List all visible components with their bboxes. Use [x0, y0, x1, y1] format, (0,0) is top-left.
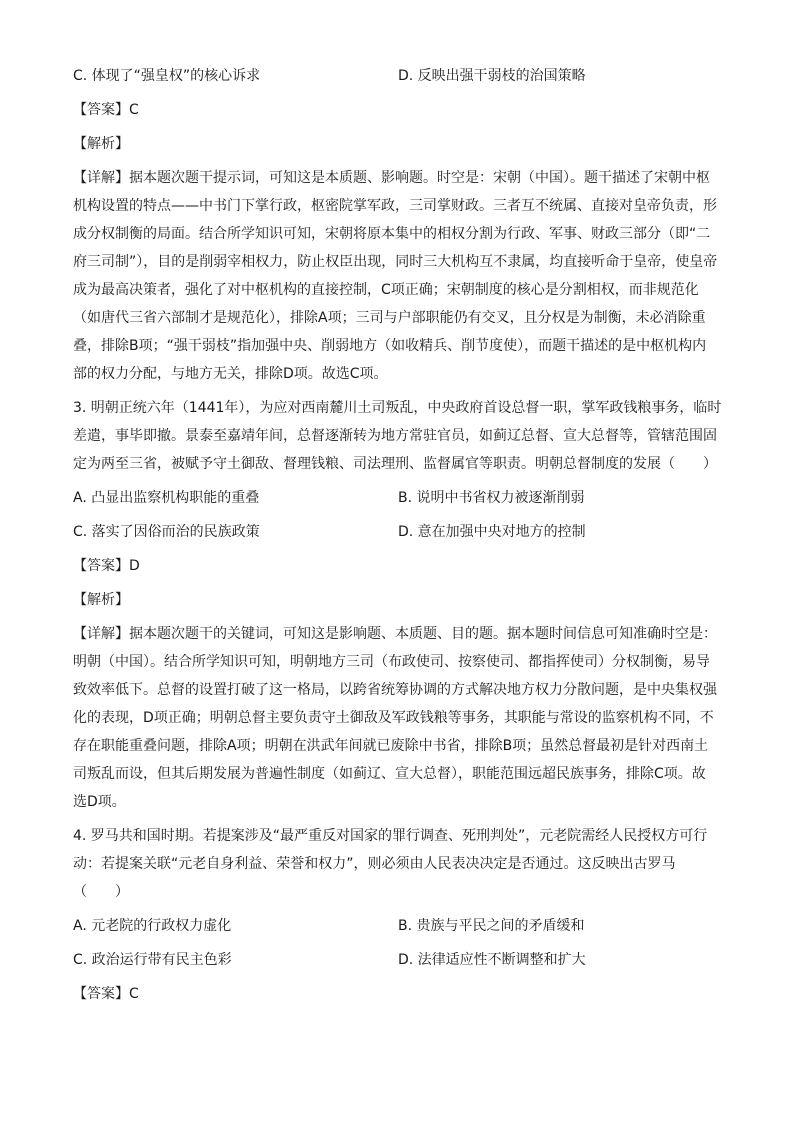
q3-option-b: B. 说明中书省权力被逐渐削弱	[398, 490, 585, 506]
detail-line: 选D项。	[73, 794, 126, 810]
q3-option-d: D. 意在加强中央对地方的控制	[398, 524, 586, 540]
q3-stem	[73, 394, 723, 478]
q3-options-row-ab	[73, 484, 723, 512]
q4-option-b: B. 贵族与平民之间的矛盾缓和	[398, 918, 585, 934]
q3-option-c: C. 落实了因俗而治的民族政策	[73, 524, 260, 540]
detail-line: 致效率低下。总督的设置打破了这一格局，以跨省统筹协调的方式解决地方权力分散问题，是中央集权强	[73, 682, 717, 698]
q2-option-c: C. 体现了“强皇权”的核心诉求	[73, 68, 261, 84]
q2-detail	[73, 164, 723, 388]
document-page	[73, 62, 723, 1008]
stem-line: 定为两至三省，被赋予守土御敌、督理钱粮、司法理刑、监督属官等职责。明朝总督制度的发展（ ）	[73, 456, 717, 472]
stem-line: 动：若提案关联“元老自身利益、荣誉和权力”，则必须由人民表决决定是否通过。这反映出古罗马	[73, 856, 676, 872]
q3-detail	[73, 620, 723, 816]
detail-line: 成分权制衡的局面。结合所学知识可知，宋朝将原本集中的相权分割为行政、军事、财政三部分（即“二	[73, 226, 711, 242]
detail-line: 成为最高决策者，强化了对中枢机构的直接控制，C项正确；宋朝制度的核心是分割相权，而非规范化	[73, 282, 699, 298]
q4-options-row-ab	[73, 912, 723, 940]
q2-answer	[73, 96, 723, 124]
detail-line: 【详解】据本题次题干提示词，可知这是本质题、影响题。时空是：宋朝（中国）。题干描述了宋朝中枢	[73, 170, 710, 186]
answer-tag: 【答案】	[73, 986, 129, 1002]
q3-answer	[73, 552, 723, 580]
q4-answer	[73, 980, 723, 1008]
q2-options-row-cd	[73, 62, 723, 90]
q3-analysis-tag: 【解析】	[73, 592, 129, 608]
detail-line: 机构设置的特点——中书门下掌行政，枢密院掌军政，三司掌财政。三者互不统属、直接对皇帝负责，形	[73, 198, 717, 214]
detail-line: 府三司制”），目的是削弱宰相权力，防止权臣出现，同时三大机构互不隶属，均直接听命于皇帝，使皇帝	[73, 254, 718, 270]
detail-line: 明朝（中国）。结合所学知识可知，明朝地方三司（布政使司、按察使司、都指挥使司）分权制衡，易导	[73, 654, 710, 670]
stem-line: 4. 罗马共和国时期。若提案涉及“最严重反对国家的罪行调查、死刑判处”，元老院需经人民授权方可行	[73, 828, 708, 844]
detail-line: 部的权力分配，与地方无关，排除D项。故选C项。	[73, 366, 388, 382]
detail-line: （如唐代三省六部制才是规范化），排除A项；三司与户部职能仍有交叉，且分权是为制衡，未必消除重	[73, 310, 706, 326]
answer-value: D	[129, 558, 140, 574]
answer-value: C	[129, 102, 139, 118]
q2-option-d: D. 反映出强干弱枝的治国策略	[398, 68, 586, 84]
q4-option-a: A. 元老院的行政权力虚化	[73, 918, 232, 934]
answer-value: C	[129, 986, 139, 1002]
detail-line: 司叛乱而设，但其后期发展为普遍性制度（如蓟辽、宣大总督），职能范围远超民族事务，排除C项。故	[73, 766, 706, 782]
detail-line: 叠，排除B项；“强干弱枝”指加强中央、削弱地方（如收精兵、削节度使），而题干描述的是中枢机构内	[73, 338, 707, 354]
q4-option-d: D. 法律适应性不断调整和扩大	[398, 952, 586, 968]
detail-line: 存在职能重叠问题，排除A项；明朝在洪武年间就已废除中书省，排除B项；虽然总督最初是针对西南土	[73, 738, 709, 754]
stem-line: 差遣，事毕即撤。景泰至嘉靖年间，总督逐渐转为地方常驻官员，如蓟辽总督、宣大总督等，管辖范围固	[73, 428, 717, 444]
q4-stem	[73, 822, 723, 906]
q2-analysis-tag: 【解析】	[73, 136, 129, 152]
q3-options-row-cd	[73, 518, 723, 546]
stem-line: 3. 明朝正统六年（1441年），为应对西南麓川土司叛乱，中央政府首设总督一职，掌军政钱粮事务，临时	[73, 400, 722, 416]
q4-option-c: C. 政治运行带有民主色彩	[73, 952, 232, 968]
q3-option-a: A. 凸显出监察机构职能的重叠	[73, 490, 260, 506]
answer-tag: 【答案】	[73, 102, 129, 118]
stem-line: （ ）	[73, 884, 129, 900]
detail-line: 【详解】据本题次题干的关键词，可知这是影响题、本质题、目的题。据本题时间信息可知准确时空是：	[73, 626, 717, 642]
answer-tag: 【答案】	[73, 558, 129, 574]
q4-options-row-cd	[73, 946, 723, 974]
detail-line: 化的表现，D项正确；明朝总督主要负责守土御敌及军政钱粮等事务，其职能与常设的监察机构不同，不	[73, 710, 714, 726]
